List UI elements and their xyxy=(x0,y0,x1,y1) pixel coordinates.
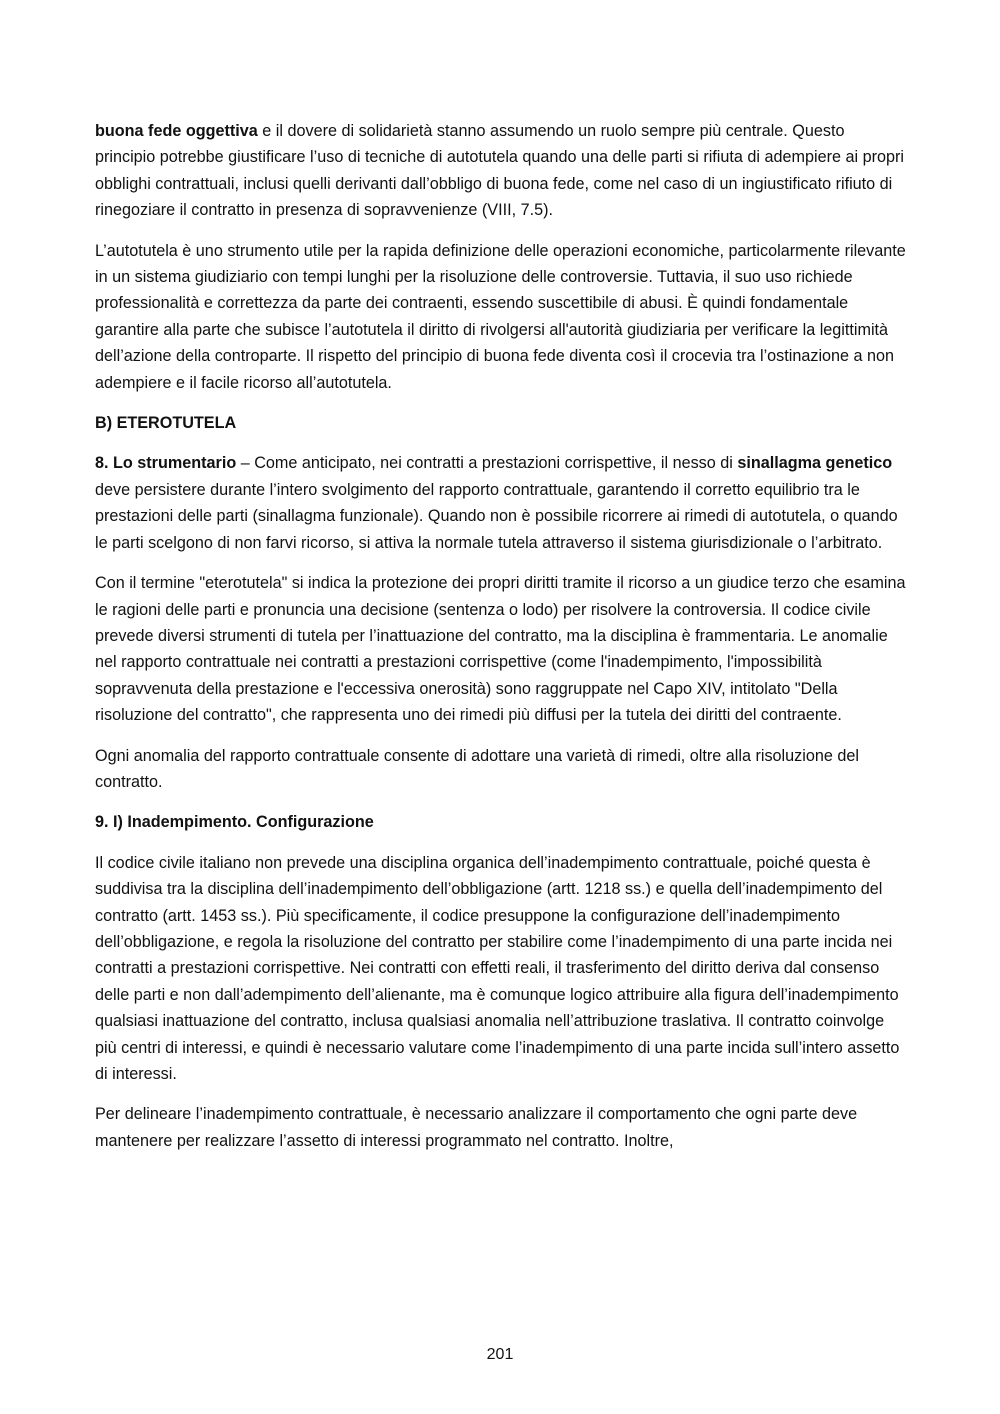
section-heading-eterotutela: B) ETEROTUTELA xyxy=(95,414,237,433)
paragraph-buona-fede xyxy=(95,118,907,224)
page-number: 201 xyxy=(486,1346,514,1363)
paragraph-text: deve persistere durante l’intero svolgimento del rapporto contrattuale, garantendo il corretto equilibrio tra le prestazioni delle parti (sinallagma funzionale). Quando non è possibile ricorrere ai rimedi di autotutela, o quando le parti scelgono di non farvi ricorso, si attiva la normale tutela attraverso il sistema giurisdizionale o l’arbitrato. xyxy=(95,480,898,552)
document-page xyxy=(95,118,907,1168)
paragraph-codice-civile xyxy=(95,850,907,1088)
bold-term: sinallagma genetico xyxy=(737,454,893,473)
paragraph-eterotutela-definition xyxy=(95,570,907,728)
paragraph-delineare xyxy=(95,1101,907,1154)
paragraph-text: – Come anticipato, nei contratti a prestazioni corrispettive, il nesso di xyxy=(236,454,738,473)
bold-lead: buona fede oggettiva xyxy=(95,122,258,140)
paragraph-autotutela xyxy=(95,238,907,396)
bold-lead: 8. Lo strumentario xyxy=(95,454,237,473)
paragraph-strumentario xyxy=(95,450,907,556)
paragraph-text: Con il termine "eterotutela" si indica la protezione dei propri diritti tramite il ricorso a un giudice terzo che esamina le ragioni delle parti e pronuncia una decisione (sentenza o lodo) per risolvere la controversia. Il codice civile prevede diversi strumenti di tutela per l’inattuazione del contratto, ma la disciplina è frammentaria. Le anomalie nel rapporto contrattuale nei contratti a prestazioni corrispettive (come l'inadempimento, l'impossibilità sopravvenuta della prestazione e l'eccessiva onerosità) sono raggruppate nel Capo XIV, intitolato "Della risoluzione del contratto", che rappresenta uno dei rimedi più diffusi per la tutela dei diritti del contraente. xyxy=(95,574,906,725)
section-heading-inadempimento: 9. I) Inadempimento. Configurazione xyxy=(95,813,374,832)
paragraph-anomalia xyxy=(95,743,907,796)
paragraph-text: Ogni anomalia del rapporto contrattuale consente di adottare una varietà di rimedi, oltre alla risoluzione del contratto. xyxy=(95,746,859,791)
paragraph-text: Il codice civile italiano non prevede una disciplina organica dell’inadempimento contrattuale, poiché questa è suddivisa tra la disciplina dell’inadempimento dell’obbligazione (artt. 1218 ss.) e quella dell’inadempimento del contratto (artt. 1453 ss.). Più specificamente, il codice presuppone la configurazione dell’inadempimento dell’obbligazione, e regola la risoluzione del contratto per stabilire come l’inadempimento di una parte incida nei contratti a prestazioni corrispettive. Nei contratti con effetti reali, il trasferimento del diritto deriva dal consenso delle parti e non dall’adempimento dell’alienante, ma è comunque logico attribuire alla figura dell’inadempimento qualsiasi inattuazione del contratto, inclusa qualsiasi anomalia nell’attribuzione traslativa. Il contratto coinvolge più centri di interessi, e quindi è necessario valutare come l’inadempimento di una parte incida sull’intero assetto di interessi. xyxy=(95,853,900,1083)
paragraph-text: e il dovere di solidarietà stanno assumendo un ruolo sempre più centrale. Questo principio potrebbe giustificare l’uso di tecniche di autotutela quando una delle parti si rifiuta di adempiere ai propri obblighi contrattuali, inclusi quelli derivanti dall’obbligo di buona fede, come nel caso di un ingiustificato rifiuto di rinegoziare il contratto in presenza di sopravvenienze (VIII, 7.5). xyxy=(95,122,904,220)
paragraph-text: Per delineare l’inadempimento contrattuale, è necessario analizzare il comportamento che ogni parte deve mantenere per realizzare l’assetto di interessi programmato nel contratto. Inoltre, xyxy=(95,1105,858,1150)
paragraph-text: L’autotutela è uno strumento utile per la rapida definizione delle operazioni economiche, particolarmente rilevante in un sistema giudiziario con tempi lunghi per la risoluzione delle controversie. Tuttavia, il suo uso richiede professionalità e correttezza da parte dei contraenti, essendo suscettibile di abusi. È quindi fondamentale garantire alla parte che subisce l’autotutela il diritto di rivolgersi all'autorità giudiziaria per verificare la legittimità dell’azione della controparte. Il rispetto del principio di buona fede diventa così il crocevia tra l’ostinazione a non adempiere e il facile ricorso all’autotutela. xyxy=(95,241,906,392)
